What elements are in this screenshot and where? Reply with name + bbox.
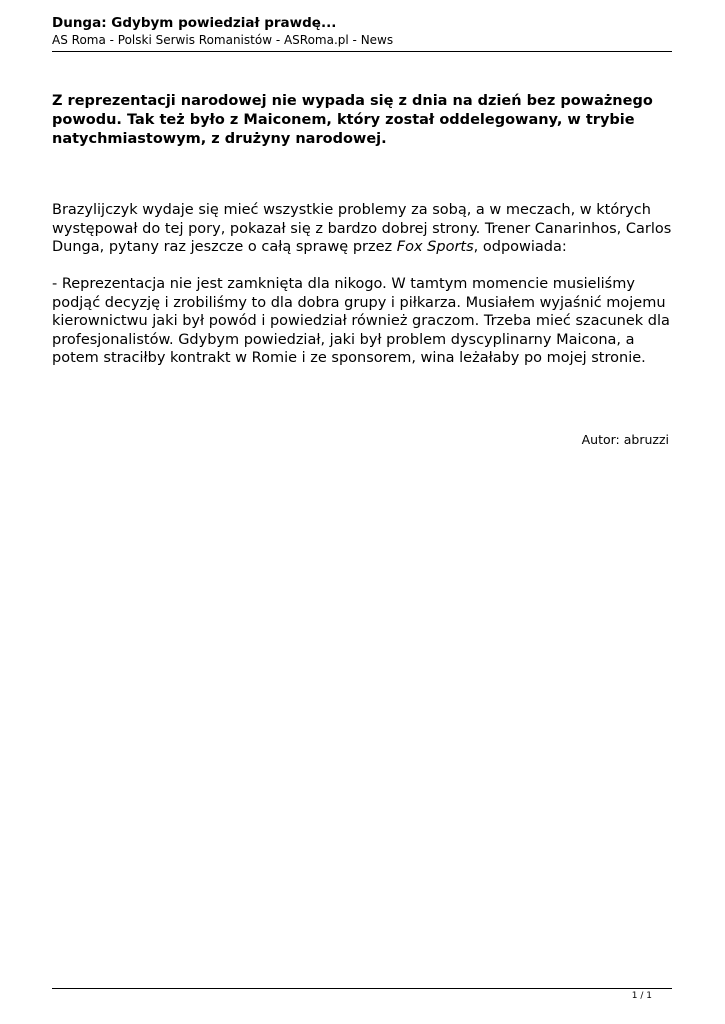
header-divider <box>52 51 672 52</box>
article-body <box>52 201 677 386</box>
source-name: Fox Sports <box>396 239 474 255</box>
paragraph-intro <box>52 201 677 257</box>
page-number: 1 / 1 <box>631 991 652 1001</box>
intro-text: Brazylijczyk wydaje się mieć wszystkie problemy za sobą, a w meczach, w których występował do tej pory, pokazał się z bardzo dobrej strony. Trener Canarinhos, Carlos Dunga, pytany raz jeszcze o całą sprawę przez <box>52 202 672 255</box>
paragraph-quote: - Reprezentacja nie jest zamknięta dla nikogo. W tamtym momencie musieliśmy podjąć decyzję i zrobiliśmy to dla dobra grupy i piłkarza. Musiałem wyjaśnić mojemu kierownictwu jaki był powód i powiedział również graczom. Trzeba mieć szacunek dla profesjonalistów. Gdybym powiedział, jaki był problem dyscyplinarny Maicona, a potem straciłby kontrakt w Romie i ze sponsorem, wina leżałaby po mojej stronie. <box>52 276 670 366</box>
intro-text-end: , odpowiada: <box>473 239 567 255</box>
article-title: Dunga: Gdybym powiedział prawdę... <box>52 15 337 31</box>
author-line: Autor: abruzzi <box>581 432 669 447</box>
footer-divider <box>52 988 672 989</box>
site-subtitle: AS Roma - Polski Serwis Romanistów - ASRoma.pl - News <box>52 33 394 47</box>
article-lead: Z reprezentacji narodowej nie wypada się z dnia na dzień bez poważnego powodu. Tak też było z Maiconem, który został oddelegowany, w trybie natychmiastowym, z drużyny narodowej. <box>52 93 653 147</box>
page-header <box>52 14 672 48</box>
